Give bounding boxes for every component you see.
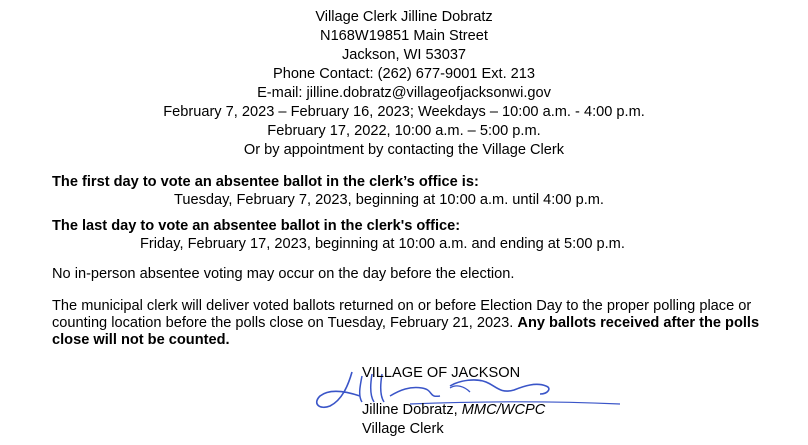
signature-name-line — [362, 401, 545, 420]
friday-hours: February 17, 2022, 10:00 a.m. – 5:00 p.m. — [267, 123, 541, 139]
signature-block — [362, 364, 545, 439]
last-day-section — [52, 217, 625, 253]
first-day-heading: The first day to vote an absentee ballot in the clerk’s office is: — [52, 174, 479, 190]
city-state-zip: Jackson, WI 53037 — [341, 47, 467, 63]
street-address: N168W19851 Main Street — [320, 28, 488, 44]
first-day-detail: Tuesday, February 7, 2023, beginning at 10:00 a.m. until 4:00 p.m. — [174, 192, 604, 208]
signature-credentials: MMC/WCPC — [461, 402, 546, 418]
signature-name: Jilline Dobratz, — [362, 402, 462, 418]
weekday-hours: February 7, 2023 – February 16, 2023; Weekdays – 10:00 a.m. - 4:00 p.m. — [163, 104, 645, 120]
delivery-notice-bold: Any ballots received after the polls close will not be counted. — [52, 315, 760, 348]
email-contact: E-mail: jilline.dobratz@villageofjacksonwi.gov — [257, 85, 551, 101]
phone-contact: Phone Contact: (262) 677-9001 Ext. 213 — [272, 66, 536, 82]
clerk-contact-block — [0, 8, 808, 160]
signature-org: VILLAGE OF JACKSON — [362, 365, 521, 381]
clerk-name: Village Clerk Jilline Dobratz — [315, 9, 493, 25]
in-person-notice: No in-person absentee voting may occur on the day before the election. — [52, 266, 515, 282]
delivery-notice — [52, 298, 772, 349]
last-day-detail: Friday, February 17, 2023, beginning at 10:00 a.m. and ending at 5:00 p.m. — [140, 236, 625, 252]
last-day-heading: The last day to vote an absentee ballot in the clerk's office: — [52, 218, 461, 234]
appointment-note: Or by appointment by contacting the Village Clerk — [243, 142, 565, 158]
first-day-section — [52, 173, 604, 209]
signature-title: Village Clerk — [362, 421, 444, 437]
delivery-notice-text: The municipal clerk will deliver voted ballots returned on or before Election Day to the proper polling place or counting location before the polls close on Tuesday, February 21, 2023. — [52, 298, 752, 331]
